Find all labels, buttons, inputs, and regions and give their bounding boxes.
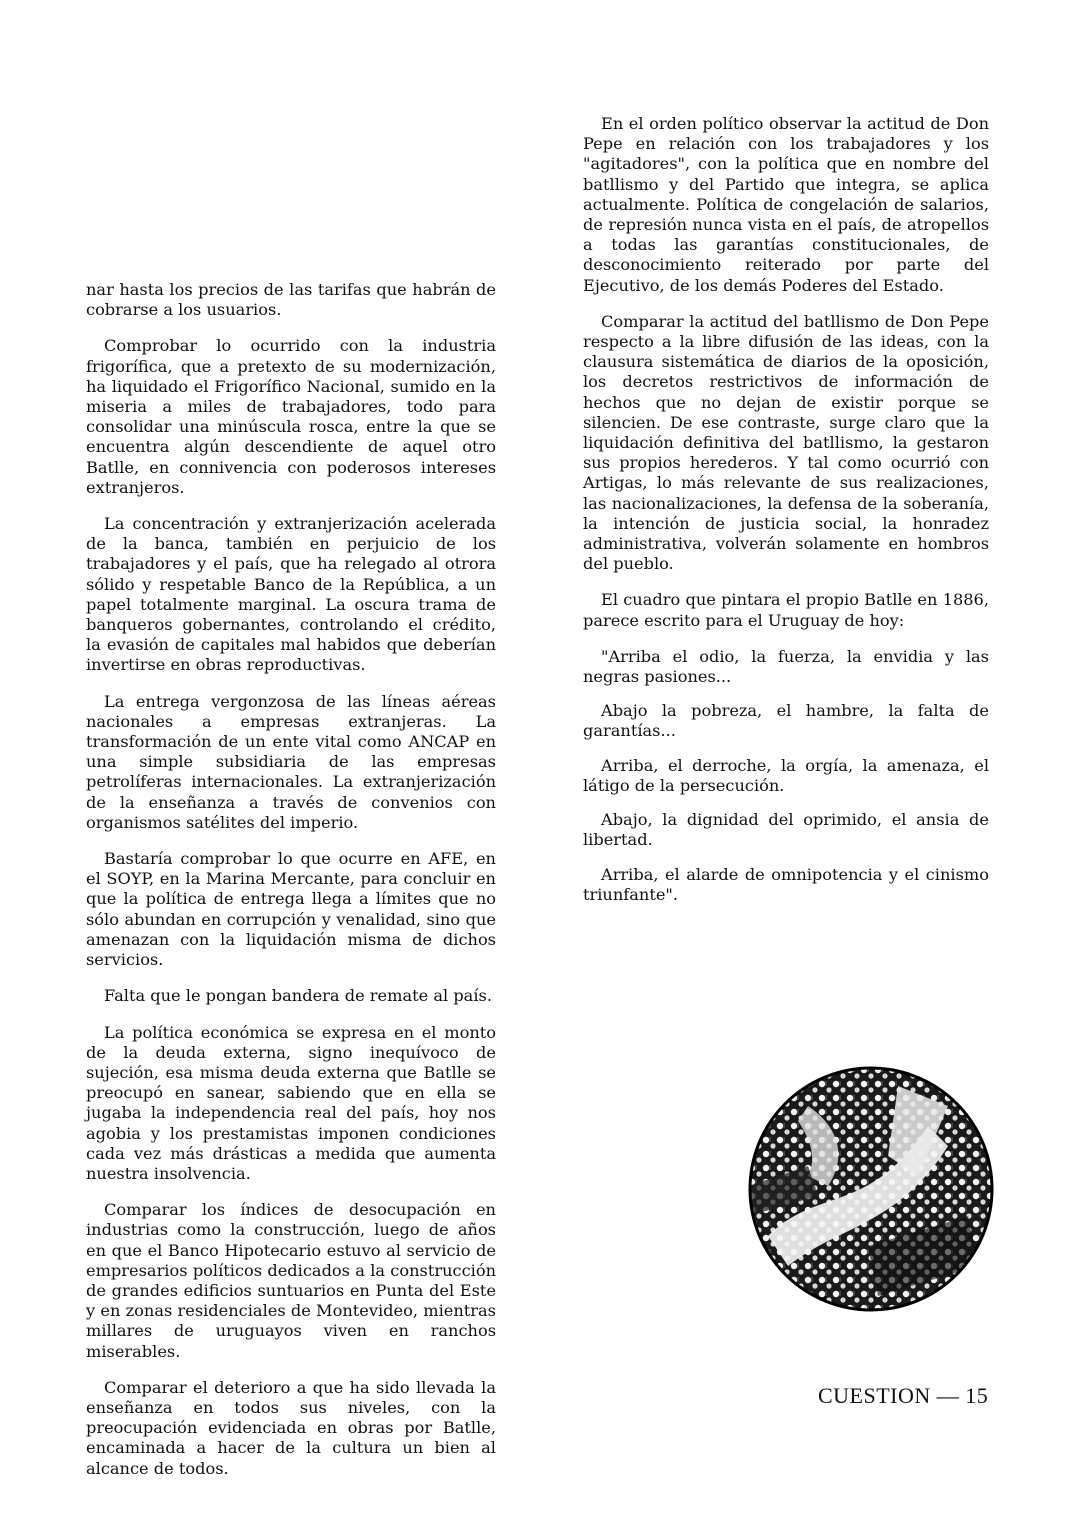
paragraph: Falta que le pongan bandera de remate al país. (104, 986, 492, 1006)
left-column (86, 280, 496, 1495)
paragraph: Comprobar lo ocurrido con la industria frigorífica, que a pretexto de su modernización, ha liquidado el Frigorífico Nacional, sumido en la miseria a miles de trabajadores, todo para consolidar una minúscula rosca, entre la que se encuentra algún descendiente de aquel otro Batlle, en connivencia con poderosos intereses extranjeros. (86, 336, 496, 497)
right-column (583, 114, 989, 919)
quote-intro: El cuadro que pintara el propio Batlle en 1886, parece escrito para el Uruguay de hoy: (583, 590, 989, 630)
quote-line: Abajo la pobreza, el hambre, la falta de garantías... (583, 701, 989, 741)
crowd-photo-medallion (748, 1066, 994, 1312)
paragraph: nar hasta los precios de las tarifas que habrán de cobrarse a los usuarios. (86, 280, 496, 320)
paragraph: Bastaría comprobar lo que ocurre en AFE, en el SOYP, en la Marina Mercante, para concluir en que la política de entrega llega a límites que no sólo abundan en corrupción y venalidad, sino que amenazan con la liquidación misma de dichos servicios. (86, 849, 496, 970)
paragraph: Comparar los índices de desocupación en industrias como la construcción, luego de años en que el Banco Hipotecario estuvo al servicio de empresarios políticos dedicados a la construcción de grandes edificios suntuarios en Punta del Este y en zonas residenciales de Montevideo, mientras millares de uruguayos viven en ranchos miserables. (86, 1200, 496, 1361)
paragraph: Comparar la actitud del batllismo de Don Pepe respecto a la libre difusión de las ideas, con la clausura sistemática de diarios de la oposición, los decretos restrictivos de información de hechos que no dejan de existir porque se silencien. De ese contraste, surge claro que la liquidación definitiva del batllismo, la gestaron sus propios herederos. Y tal como ocurrió con Artigas, lo más relevante de sus realizaciones, las nacionalizaciones, la defensa de la soberanía, la intención de justicia social, la honradez administrativa, volverán solamente en hombros del pueblo. (583, 311, 989, 574)
quote-line: Arriba, el derroche, la orgía, la amenaza, el látigo de la persecución. (583, 755, 989, 795)
paragraph: En el orden político observar la actitud de Don Pepe en relación con los trabajadores y los "agitadores", con la política que en nombre del batllismo y del Partido que integra, se aplica actualmente. Política de congelación de salarios, de represión nunca vista en el país, de atropellos a todas las garantías constitucionales, de desconocimiento reiterado por parte del Ejecutivo, de los demás Poderes del Estado. (583, 114, 989, 295)
quote-line: Arriba, el alarde de omnipotencia y el cinismo triunfante". (583, 864, 989, 904)
quote-line: Abajo, la dignidad del oprimido, el ansia de libertad. (583, 810, 989, 850)
quote-block (583, 647, 989, 905)
paragraph: La concentración y extranjerización acelerada de la banca, también en perjuicio de los trabajadores y el país, que ha relegado al otrora sólido y respetable Banco de la República, a un papel totalmente marginal. La oscura trama de banqueros gobernantes, controlando el crédito, la evasión de capitales mal habidos que deberían invertirse en obras reproductivas. (86, 514, 496, 675)
paragraph: La política económica se expresa en el monto de la deuda externa, signo inequívoco de sujeción, esa misma deuda externa que Batlle se preocupó en sanear, sabiendo que en ella se jugaba la independencia real del país, hoy nos agobia y los prestamistas imponen condiciones cada vez más drásticas a medida que aumenta nuestra insolvencia. (86, 1022, 496, 1183)
paragraph: La entrega vergonzosa de las líneas aéreas nacionales a empresas extranjeras. La transformación de un ente vital como ANCAP en una simple subsidiaria de las empresas petrolíferas internacionales. La extranjerización de la enseñanza a través de convenios con organismos satélites del imperio. (86, 691, 496, 832)
page-footer: CUESTION — 15 (818, 1383, 989, 1408)
paragraph: Comparar el deterioro a que ha sido llevada la enseñanza en todos sus niveles, con la preocupación evidenciada en obras por Batlle, encaminada a hacer de la cultura un bien al alcance de todos. (86, 1377, 496, 1478)
quote-line: "Arriba el odio, la fuerza, la envidia y las negras pasiones... (583, 646, 989, 687)
